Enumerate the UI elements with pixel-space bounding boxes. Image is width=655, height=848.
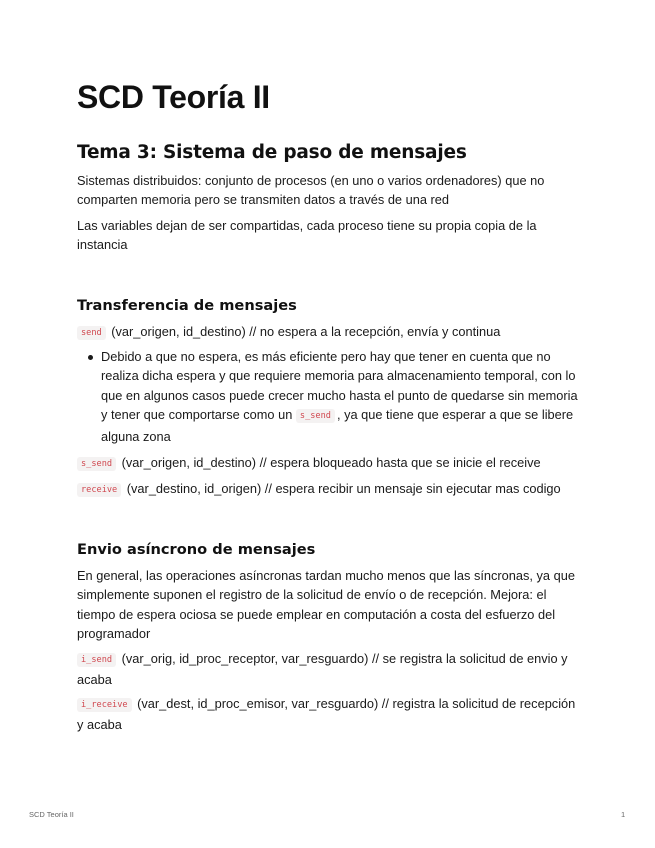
send-description: (var_origen, id_destino) // no espera a la recepción, envía y continua xyxy=(107,324,501,339)
document-title: SCD Teoría II xyxy=(77,79,270,115)
receive-description: (var_destino, id_origen) // espera recibir un mensaje sin ejecutar mas codigo xyxy=(123,481,561,496)
section-heading-tema3: Tema 3: Sistema de paso de mensajes xyxy=(77,142,467,163)
bullet-dot-icon xyxy=(88,355,93,360)
code-s-send-inline: s_send xyxy=(296,409,335,423)
i-send-description: (var_orig, id_proc_receptor, var_resguardo) // se registra la solicitud de envio y acaba xyxy=(77,651,568,688)
bullet-text-before: Debido a que no espera, es más eficiente pero hay que tener en cuenta que no realiza dicha espera y que requiere memoria para almacenamiento temporal, con lo que en algunos casos puede crecer mucho hasta el punto de quedarse sin memoria y tener que comportarse como un xyxy=(101,349,578,423)
code-i-send: i_send xyxy=(77,653,116,667)
list-item xyxy=(77,347,579,446)
send-line xyxy=(77,322,579,343)
code-receive: receive xyxy=(77,483,121,497)
i-receive-line xyxy=(77,694,579,735)
subsection-heading-envio: Envio asíncrono de mensajes xyxy=(77,541,316,558)
code-i-receive: i_receive xyxy=(77,698,132,712)
s-send-line xyxy=(77,453,579,474)
paragraph-sistemas-distribuidos: Sistemas distribuidos: conjunto de procesos (en uno o varios ordenadores) que no comparten memoria pero se transmiten datos a través de una red xyxy=(77,173,545,208)
i-send-line xyxy=(77,649,579,690)
receive-line xyxy=(77,479,579,500)
page-number: 1 xyxy=(621,810,626,819)
paragraph-asincronas: En general, las operaciones asíncronas tardan mucho menos que las síncronas, ya que simplemente suponen el registro de la solicitud de envío o de recepción. Mejora: el tiempo de espera ociosa se puede emplear en computación a costa del esfuerzo del programador xyxy=(77,568,575,642)
paragraph-variables: Las variables dejan de ser compartidas, cada proceso tiene su propia copia de la instancia xyxy=(77,218,537,253)
bullet-list xyxy=(77,347,579,446)
code-s-send: s_send xyxy=(77,457,116,471)
code-send: send xyxy=(77,326,106,340)
i-receive-description: (var_dest, id_proc_emisor, var_resguardo) // registra la solicitud de recepción y acaba xyxy=(77,696,576,733)
bullet-text-after: , ya que tiene que esperar a que se libere alguna zona xyxy=(101,407,574,444)
subsection-heading-transferencia: Transferencia de mensajes xyxy=(77,297,297,314)
s-send-description: (var_origen, id_destino) // espera bloqueado hasta que se inicie el receive xyxy=(118,455,541,470)
footer-title: SCD Teoría II xyxy=(29,810,74,819)
